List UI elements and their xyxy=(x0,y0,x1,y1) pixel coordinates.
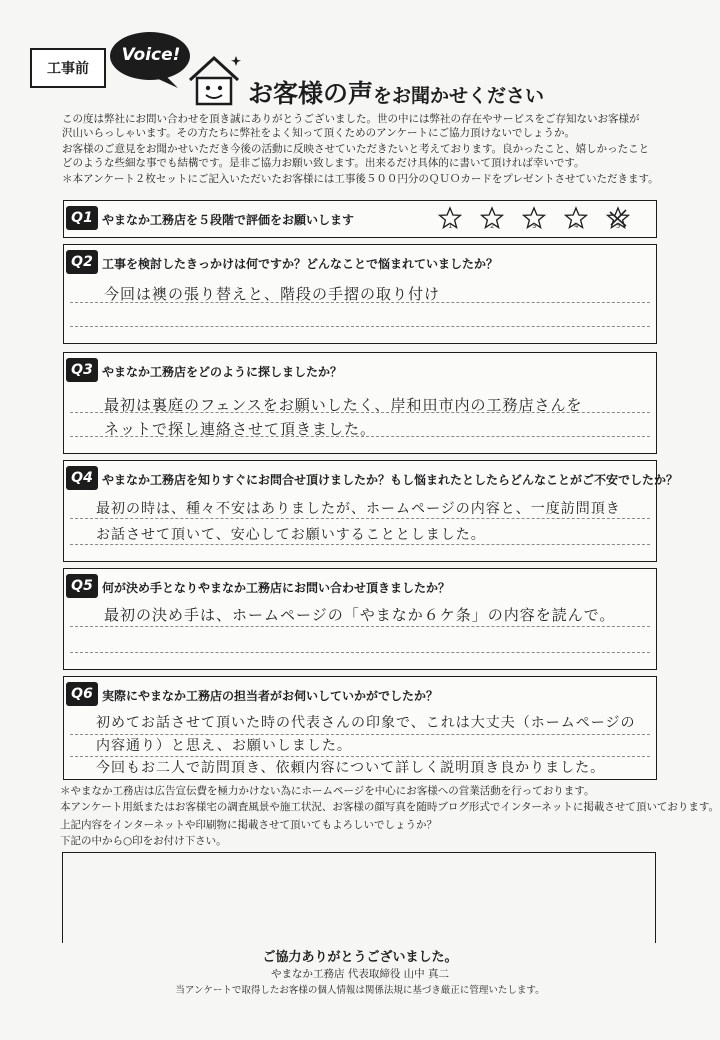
question-text-q5: 何が決め手となりやまなか工務店にお問い合わせ頂きましたか？ xyxy=(102,581,451,595)
answer-q6-line-2: 内容通り）と思え、お願いしました。 xyxy=(96,738,352,754)
intro-line-4: どのような些細な事でも結構です。是非ご協力お願い致します。出来るだけ具体的に書いて頂ければ幸いです。 xyxy=(62,157,585,169)
thanks-message: ご協力ありがとうございました。 xyxy=(262,950,458,965)
question-label-q3: Q3 xyxy=(66,358,98,382)
footer-note-3: 上記内容をインターネットや印刷物に掲載させて頂いてもよろしいでしょうか？ xyxy=(60,819,438,831)
answer-line xyxy=(70,626,650,627)
rating-star-number-2: 2 xyxy=(490,222,495,230)
page-title xyxy=(248,74,544,110)
rating-star-number-4: 4 xyxy=(574,222,579,230)
answer-q6-line-3: 今回もお二人で訪問頂き、依頼内容について詳しく説明頂き良かりました。 xyxy=(96,760,606,776)
intro-line-5: ＊本アンケート２枚セットにご記入いただいたお客様には工事後５００円分のＱＵＯカードをプレゼントさせていただきます。 xyxy=(62,173,659,185)
footer-note-4: 下記の中から○印をお付け下さい。 xyxy=(60,835,227,847)
rating-star-number-1: 1 xyxy=(448,222,453,230)
title-prefix: お客様の声 xyxy=(248,79,374,108)
intro-line-3: お客様のご意見をお聞かせいただき今後の活動に反映させていただきたいと考えております。良かったこと、嬉しかったこと xyxy=(62,143,650,155)
answer-q4-line-1: 最初の時は、種々不安はありましたが、ホームページの内容と、一度訪問頂き xyxy=(96,501,621,517)
title-suffix: をお聞かせください xyxy=(373,85,545,107)
rating-star-number-5: 5 xyxy=(616,222,621,230)
question-label-q6: Q6 xyxy=(66,682,98,706)
intro-line-2: 沢山いらっしゃいます。その方たちに弊社をよく知って頂くためのアンケートにご協力頂けないでしょうか。 xyxy=(62,127,576,139)
rating-star-number-3: 3 xyxy=(532,222,537,230)
privacy-note: 当アンケートで取得したお客様の個人情報は関係法規に基づき厳正に管理いたします。 xyxy=(175,985,545,996)
answer-line xyxy=(70,544,650,545)
signature: やまなか工務店 代表取締役 山中 真二 xyxy=(270,968,449,980)
before-work-tag: 工事前 xyxy=(30,48,106,88)
question-text-q1: やまなか工務店を５段階で評価をお願いします xyxy=(102,213,355,227)
question-label-q2: Q2 xyxy=(66,250,98,274)
footer-note-1: ＊やまなか工務店は広告宣伝費を極力かけない為にホームページを中心にお客様への営業活動を行っております。 xyxy=(60,785,595,797)
question-label-q1: Q1 xyxy=(66,206,98,230)
question-text-q6: 実際にやまなか工務店の担当者がお伺いしていかがでしたか？ xyxy=(102,689,439,703)
house-smile-icon xyxy=(186,52,242,108)
intro-line-1: この度は弊社にお問い合わせを頂き誠にありがとうございました。世の中には弊社の存在やサービスをご存知ないお客様が xyxy=(62,113,640,125)
answer-q3-line-1: 最初は裏庭のフェンスをお願いしたく、岸和田市内の工務店さんを xyxy=(104,396,583,414)
consent-answer-box[interactable] xyxy=(62,852,656,943)
voice-label: Voice! xyxy=(121,45,181,65)
question-label-q5: Q5 xyxy=(66,574,98,598)
question-text-q4: やまなか工務店を知りすぐにお問合せ頂けましたか？もし悩まれたとしたらどんなことがご不安でしたか？ xyxy=(102,473,679,487)
answer-q3-line-2: ネットで探し連絡させて頂きました。 xyxy=(104,420,377,438)
question-text-q2: 工事を検討したきっかけは何ですか？どんなことで悩まれていましたか？ xyxy=(102,257,499,271)
answer-q6-line-1: 初めてお話させて頂いた時の代表さんの印象で、これは大丈夫（ホームページの xyxy=(96,715,636,731)
question-text-q3: やまなか工務店をどのように探しましたか？ xyxy=(102,365,343,379)
answer-line xyxy=(70,326,650,327)
answer-line xyxy=(70,518,650,519)
question-label-q4: Q4 xyxy=(66,466,98,490)
footer-note-2: 本アンケート用紙またはお客様宅の調査風景や施工状況、お客様の顔写真を随時ブログ形式でインターネットに掲載させて頂いております。 xyxy=(60,801,720,813)
answer-q2-line-1: 今回は襖の張り替えと、階段の手摺の取り付け xyxy=(104,285,441,303)
answer-q5-line-1: 最初の決め手は、ホームページの「やまなか６ケ条」の内容を読んで。 xyxy=(104,606,616,624)
answer-line xyxy=(70,652,650,653)
answer-q4-line-2: お話させて頂いて、安心してお願いすることとしました。 xyxy=(96,527,486,543)
